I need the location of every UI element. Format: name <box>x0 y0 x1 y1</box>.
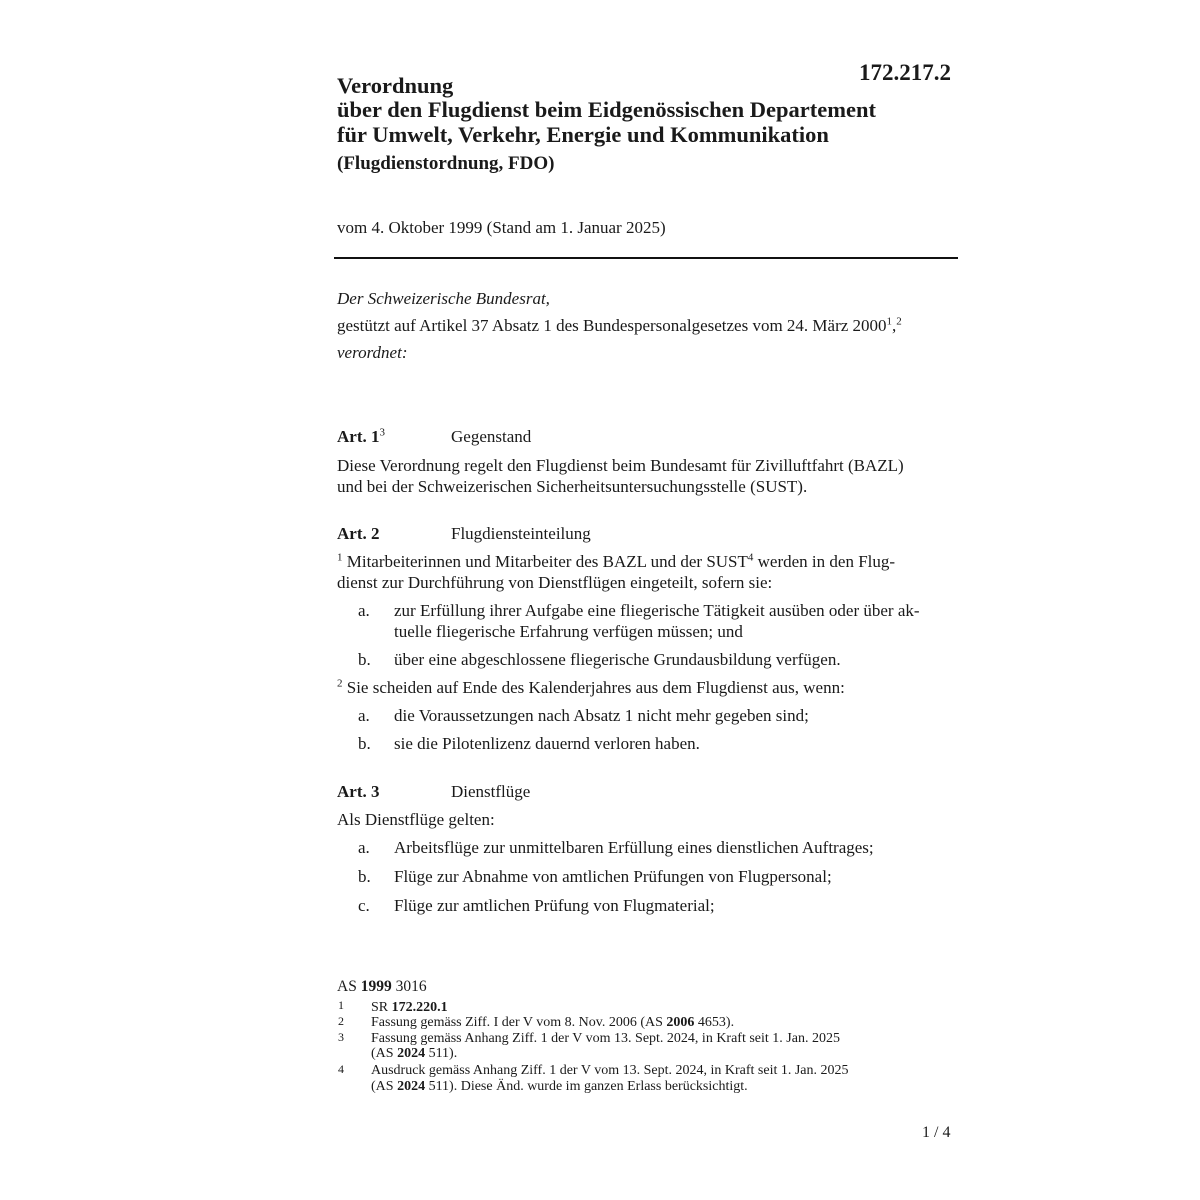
paragraph-number: 2 <box>337 677 343 690</box>
title-line-2: über den Flugdienst beim Eidgenössischen Departement <box>337 97 876 122</box>
footnote-bold: 2024 <box>397 1079 426 1094</box>
list-item-text: die Voraussetzungen nach Absatz 1 nicht mehr gegeben sind; <box>394 706 809 725</box>
list-item-text: Arbeitsflüge zur unmittelbaren Erfüllung eines dienstlichen Auftrages; <box>394 838 874 857</box>
article-2-para-1-line-1 <box>337 552 895 572</box>
footnote-4-line-2 <box>371 1079 748 1095</box>
header-rule <box>334 257 958 259</box>
page-number: 1 / 4 <box>922 1124 951 1141</box>
article-1-label <box>337 427 385 447</box>
preamble-basis-text: gestützt auf Artikel 37 Absatz 1 des Bundespersonalgesetzes vom 24. März 2000 <box>337 316 887 335</box>
footnote-text: 511). Diese Änd. wurde im ganzen Erlass berücksichtigt. <box>425 1079 748 1094</box>
footnote-number: 1 <box>338 998 344 1012</box>
footnote-text: (AS <box>371 1046 398 1061</box>
footnote-bold: 2006 <box>666 1015 695 1030</box>
footnote-text: SR <box>371 1000 392 1015</box>
list-item-text: über eine abgeschlossene fliegerische Grundausbildung verfügen. <box>394 650 841 669</box>
para-text: Sie scheiden auf Ende des Kalenderjahres aus dem Flugdienst aus, wenn: <box>342 678 845 697</box>
footnote-text: 4653). <box>694 1015 735 1030</box>
footnote-bold: 172.220.1 <box>391 1000 448 1015</box>
as-prefix: AS <box>337 978 361 995</box>
list-item-text: zur Erfüllung ihrer Aufgabe eine fliegerische Tätigkeit ausüben oder über ak- <box>394 601 920 620</box>
article-3-label: Art. 3 <box>337 782 380 801</box>
footnote-4-line-1: Ausdruck gemäss Anhang Ziff. 1 der V vom 13. Sept. 2024, in Kraft seit 1. Jan. 2025 <box>371 1063 849 1078</box>
article-1-text-line-1: Diese Verordnung regelt den Flugdienst beim Bundesamt für Zivilluftfahrt (BAZL) <box>337 456 904 475</box>
list-item-text: Flüge zur Abnahme von amtlichen Prüfungen von Flugpersonal; <box>394 867 832 886</box>
list-letter: b. <box>358 867 371 886</box>
footnote-separator: , <box>892 316 897 335</box>
list-letter: a. <box>358 601 370 620</box>
article-1-number: Art. 1 <box>337 427 380 446</box>
list-letter: b. <box>358 650 371 669</box>
preamble-decree: verordnet: <box>337 343 408 362</box>
article-3-intro: Als Dienstflüge gelten: <box>337 810 495 829</box>
footnote-text: Fassung gemäss Ziff. I der V vom 8. Nov. 2006 (AS <box>371 1015 667 1030</box>
list-item-text: tuelle fliegerische Erfahrung verfügen müssen; und <box>394 622 743 641</box>
footnote-number: 4 <box>338 1062 344 1076</box>
list-letter: b. <box>358 734 371 753</box>
title-short: (Flugdienstordnung, FDO) <box>337 153 555 174</box>
footnote-ref-4[interactable]: 4 <box>747 551 754 564</box>
article-1-text-line-2: und bei der Schweizerischen Sicherheitsuntersuchungsstelle (SUST). <box>337 477 808 496</box>
footnote-text: (AS <box>371 1079 398 1094</box>
footnote-ref-1[interactable]: 1 <box>886 315 893 328</box>
article-2-para-2 <box>337 678 845 698</box>
article-1-title: Gegenstand <box>451 427 532 446</box>
list-letter: a. <box>358 706 370 725</box>
para-text: werden in den Flug- <box>753 552 896 571</box>
footnote-ref-2[interactable]: 2 <box>896 315 902 328</box>
list-letter: a. <box>358 838 370 857</box>
footnote-3-line-2 <box>371 1046 457 1062</box>
para-text: Mitarbeiterinnen und Mitarbeiter des BAZL und der SUST <box>342 552 748 571</box>
as-reference <box>337 978 427 996</box>
article-2-label: Art. 2 <box>337 524 380 543</box>
footnote-2 <box>371 1015 734 1031</box>
preamble-authority: Der Schweizerische Bundesrat, <box>337 289 550 308</box>
article-2-para-1-line-2: dienst zur Durchführung von Dienstflügen eingeteilt, sofern sie: <box>337 573 773 592</box>
article-2-title: Flugdiensteinteilung <box>451 524 591 543</box>
list-letter: c. <box>358 896 370 915</box>
footnote-1 <box>371 1000 448 1016</box>
footnote-number: 3 <box>338 1030 344 1044</box>
sr-number: 172.217.2 <box>859 60 951 85</box>
title-line-1: Verordnung <box>337 73 454 98</box>
list-item-text: sie die Pilotenlizenz dauernd verloren haben. <box>394 734 700 753</box>
article-3-title: Dienstflüge <box>451 782 531 801</box>
title-line-3: für Umwelt, Verkehr, Energie und Kommunikation <box>337 122 829 147</box>
list-item-text: Flüge zur amtlichen Prüfung von Flugmaterial; <box>394 896 715 915</box>
paragraph-number: 1 <box>337 551 343 564</box>
as-page: 3016 <box>391 978 427 995</box>
footnote-number: 2 <box>338 1014 344 1028</box>
footnote-text: 511). <box>425 1046 458 1061</box>
footnote-3-line-1: Fassung gemäss Anhang Ziff. 1 der V vom 13. Sept. 2024, in Kraft seit 1. Jan. 2025 <box>371 1031 840 1046</box>
footnote-ref-3[interactable]: 3 <box>379 426 385 439</box>
preamble-basis <box>337 316 902 336</box>
footnote-bold: 2024 <box>397 1046 426 1061</box>
date-line: vom 4. Oktober 1999 (Stand am 1. Januar 2025) <box>337 218 666 237</box>
as-year: 1999 <box>360 978 392 995</box>
